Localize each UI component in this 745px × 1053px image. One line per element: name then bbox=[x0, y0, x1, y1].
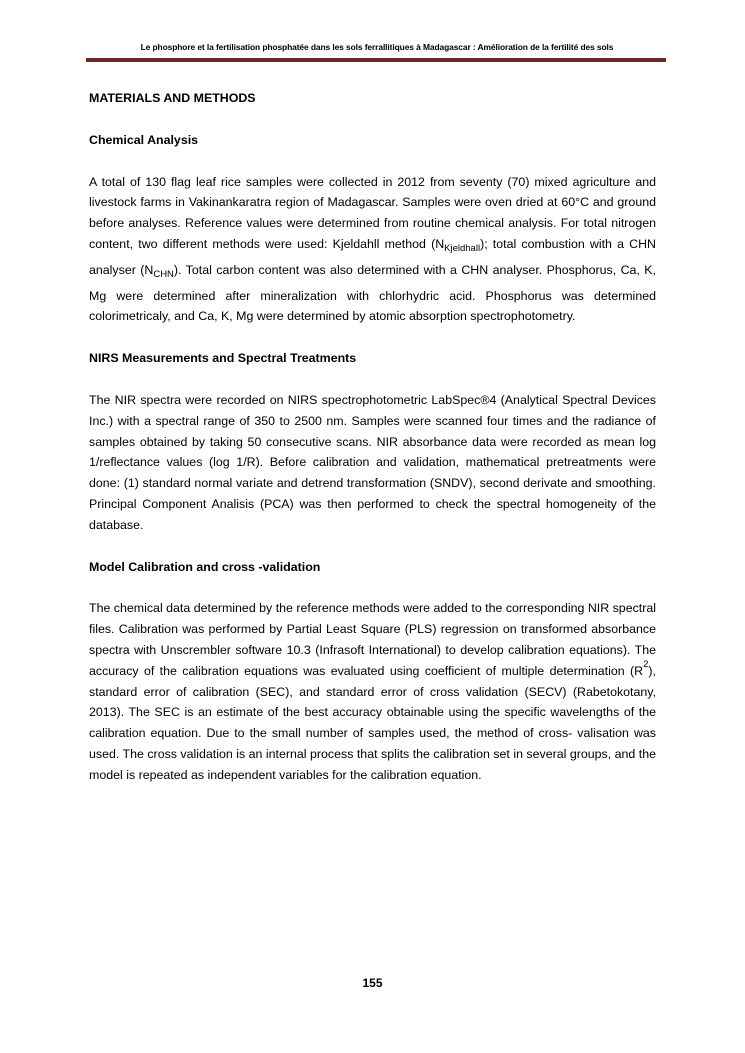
text-run: ); total combustion with a CHN analyser (N bbox=[89, 236, 656, 277]
page-content bbox=[89, 88, 656, 807]
subsection-title-calibration: Model Calibration and cross -validation bbox=[89, 559, 321, 574]
subscript-chn: CHN bbox=[153, 268, 174, 280]
paragraph-chemical-analysis bbox=[89, 172, 656, 328]
subsection-title-nirs: NIRS Measurements and Spectral Treatments bbox=[89, 351, 357, 366]
text-run: ), standard error of calibration (SEC), and standard error of cross validation (SECV) (Rabetokotany, 2013). The SEC is an estimate of the best accuracy obtainable using the specific wavelengths of the calibration equation. Due to the small number of samples used, the method of cross- valisation was used. The cross validation is an internal process that splits the calibration set in several groups, and the model is repeated as independent variables for the calibration equation. bbox=[89, 663, 656, 782]
subsection-title-chemical-analysis: Chemical Analysis bbox=[89, 132, 199, 147]
text-run: The chemical data determined by the reference methods were added to the corresponding NIR spectral files. Calibration was performed by Partial Least Square (PLS) regression on transformed absorbance spectra with Unscrembler software 10.3 (Infrasoft International) to develop calibration equations). The accuracy of the calibration equations was evaluated using coefficient of multiple determination (R bbox=[89, 601, 656, 678]
header-rule bbox=[86, 58, 666, 62]
subscript-kjeldhall: Kjeldhall bbox=[444, 242, 481, 254]
superscript-2: 2 bbox=[643, 658, 649, 670]
paragraph-nirs: The NIR spectra were recorded on NIRS spectrophotometric LabSpec®4 (Analytical Spectral Devices Inc.) with a spectral range of 350 to 2500 nm. Samples were scanned four times and the radiance of samples obtained by taking 50 consecutive scans. NIR absorbance data were recorded as mean log 1/reflectance values (log 1/R). Before calibration and validation, mathematical pretreatments were done: (1) standard normal variate and detrend transformation (SNDV), second derivate and smoothing. Principal Component Analisis (PCA) was then performed to check the spectral homogeneity of the database. bbox=[89, 392, 656, 532]
text-run: A total of 130 flag leaf rice samples were collected in 2012 from seventy (70) mixed agriculture and livestock farms in Vakinankaratra region of Madagascar. Samples were oven dried at 60°C and ground before analyses. Reference values were determined from routine chemical analysis. For total nitrogen content, two different methods were used: Kjeldahll method (N bbox=[89, 174, 656, 251]
section-title: MATERIALS AND METHODS bbox=[89, 91, 256, 105]
text-run: ). Total carbon content was also determined with a CHN analyser. Phosphorus, Ca, K, Mg were determined after mineralization with chlorhydric acid. Phosphorus was determined colorimetricaly, and Ca, K, Mg were determined by atomic absorption spectrophotometry. bbox=[89, 262, 656, 324]
paragraph-calibration bbox=[89, 598, 656, 785]
running-header: Le phosphore et la fertilisation phosphatée dans les sols ferrallitiques à Madagascar : Amélioration de la fertilité des sols bbox=[140, 42, 614, 52]
page-number: 155 bbox=[362, 976, 383, 990]
